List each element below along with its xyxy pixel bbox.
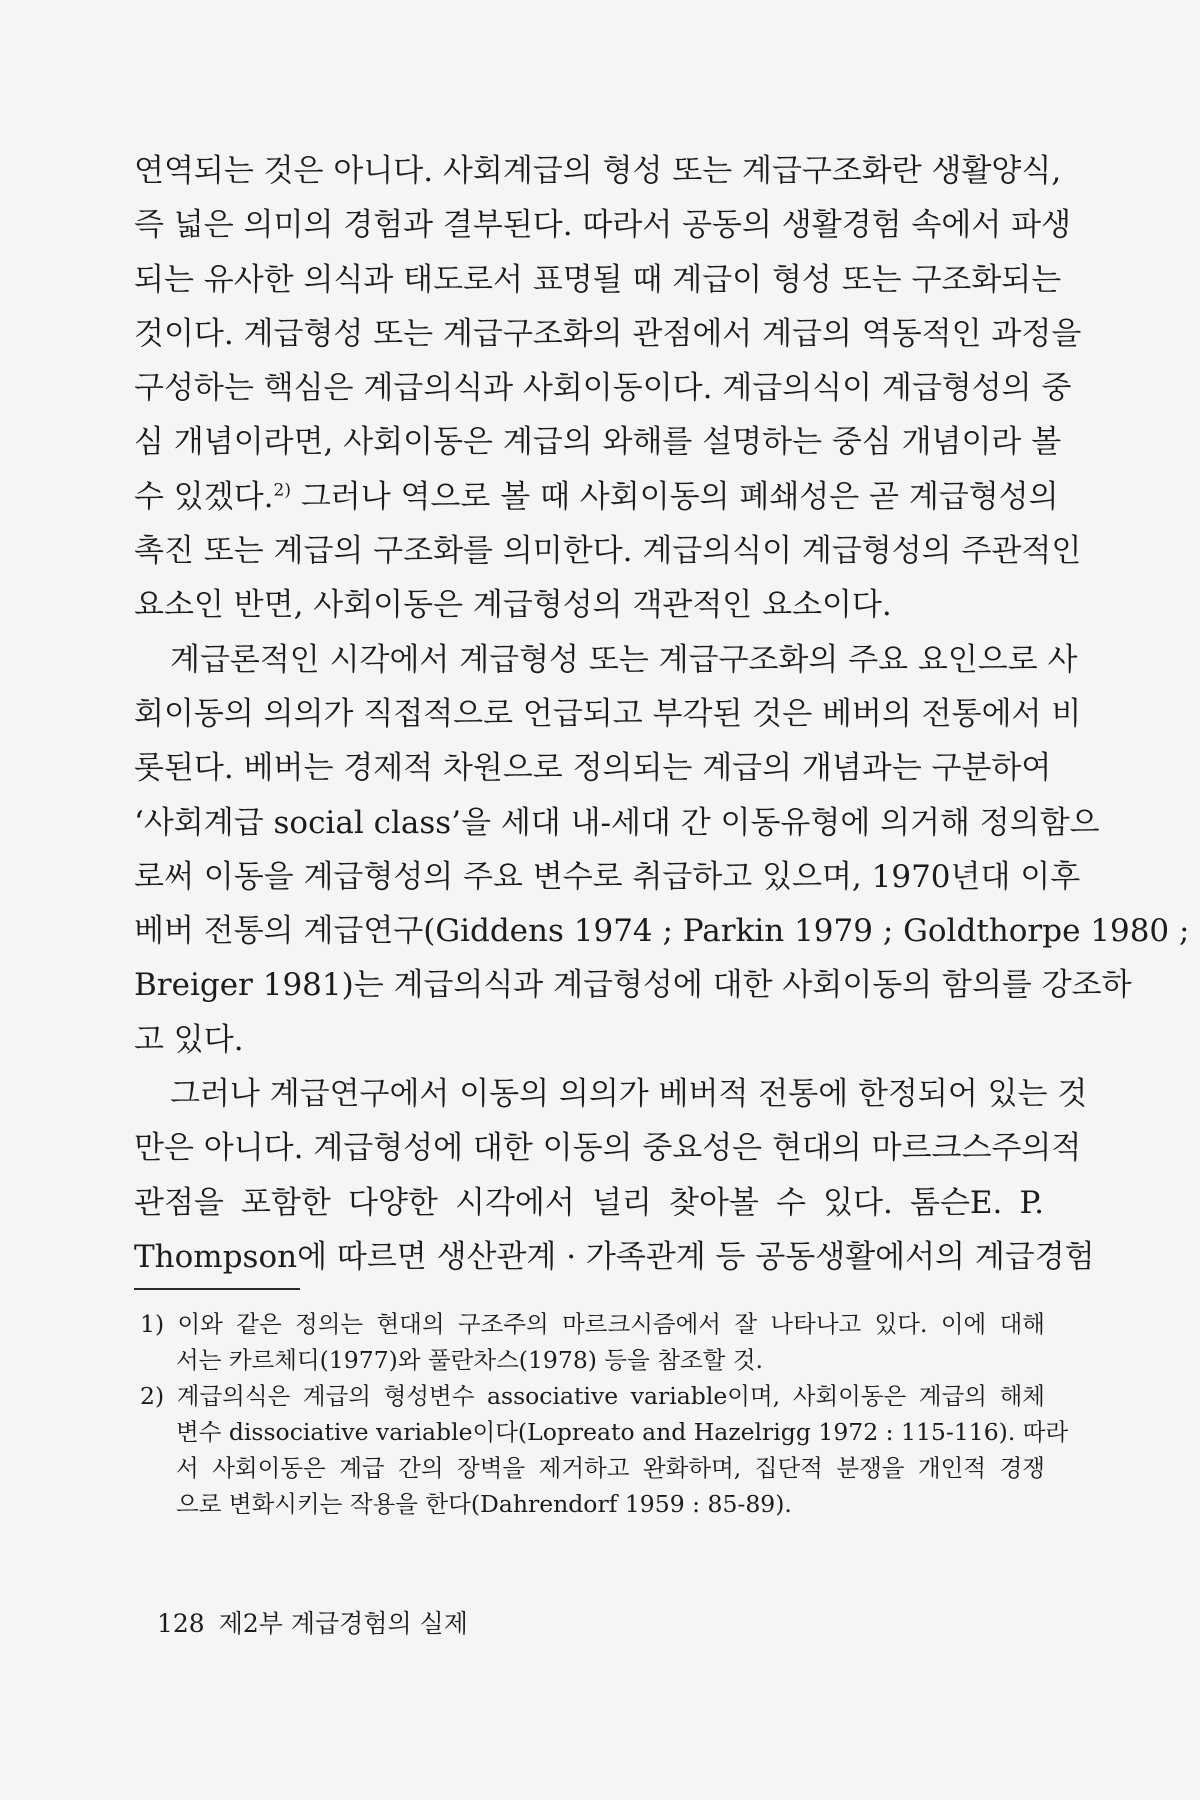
text-line: 요소인 반면, 사회이동은 계급형성의 객관적인 요소이다. — [134, 587, 892, 624]
text-line: ‘사회계급 social class’을 세대 내-세대 간 이동유형에 의거해 정의함으 — [134, 804, 1100, 841]
footnote-divider — [134, 1288, 300, 1290]
text-line: Breiger 1981)는 계급의식과 계급형성에 대한 사회이동의 함의를 강조하 — [134, 967, 1132, 1004]
text-line: 회이동의 의의가 직접적으로 언급되고 부각된 것은 베버의 전통에서 비 — [134, 695, 1082, 732]
text-line: 로써 이동을 계급형성의 주요 변수로 취급하고 있으며, 1970년대 이후 — [134, 858, 1081, 895]
page-number: 128 — [157, 1609, 205, 1638]
text-segment: 그러나 역으로 볼 때 사회이동의 폐쇄성은 곧 계급형성의 — [300, 478, 1059, 515]
text-line: 계급론적인 시각에서 계급형성 또는 계급구조화의 주요 요인으로 사 — [170, 641, 1078, 678]
text-line: 되는 유사한 의식과 태도로서 표명될 때 계급이 형성 또는 구조화되는 — [134, 261, 1062, 298]
text-line: 즉 넓은 의미의 경험과 결부된다. 따라서 공동의 생활경험 속에서 파생 — [134, 207, 1072, 244]
text-line: 고 있다. — [134, 1021, 244, 1058]
text-line: Thompson에 따르면 생산관계 · 가족관계 등 공동생활에서의 계급경험 — [134, 1238, 1095, 1275]
footnotes — [140, 1306, 1069, 1522]
text-line: 관점을 포함한 다양한 시각에서 널리 찾아볼 수 있다. 톰슨E. P. — [134, 1184, 1044, 1221]
footnote-line: 으로 변화시키는 작용을 한다(Dahrendorf 1959 : 85-89). — [176, 1490, 792, 1518]
text-line: 촉진 또는 계급의 구조화를 의미한다. 계급의식이 계급형성의 주관적인 — [134, 533, 1082, 570]
text-line: 것이다. 계급형성 또는 계급구조화의 관점에서 계급의 역동적인 과정을 — [134, 315, 1082, 352]
footnote-line: 1) 이와 같은 정의는 현대의 구조주의 마르크시즘에서 잘 나타나고 있다. 이에 대해 — [140, 1310, 1045, 1338]
footnote-line: 서 사회이동은 계급 간의 장벽을 제거하고 완화하며, 집단적 분쟁을 개인적 경쟁 — [176, 1454, 1045, 1482]
text-line: 연역되는 것은 아니다. 사회계급의 형성 또는 계급구조화란 생활양식, — [134, 153, 1062, 189]
footnote-line: 2) 계급의식은 계급의 형성변수 associative variable이며, 사회이동은 계급의 해체 — [140, 1382, 1045, 1410]
text-line: 롯된다. 베버는 경제적 차원으로 정의되는 계급의 개념과는 구분하여 — [134, 750, 1052, 787]
page-footer — [157, 1604, 468, 1640]
text-segment: 수 있겠다. — [134, 478, 274, 515]
text-line: 구성하는 핵심은 계급의식과 사회이동이다. 계급의식이 계급형성의 중 — [134, 370, 1072, 407]
footnote-line: 변수 dissociative variable이다(Lopreato and Hazelrigg 1972 : 115-116). 따라 — [176, 1418, 1069, 1446]
footnote-reference: 2) — [273, 480, 291, 501]
text-line: 만은 아니다. 계급형성에 대한 이동의 중요성은 현대의 마르크스주의적 — [134, 1130, 1082, 1167]
running-title: 제2부 계급경험의 실제 — [218, 1609, 468, 1638]
text-line: 베버 전통의 계급연구(Giddens 1974 ; Parkin 1979 ; Goldthorpe 1980 ; — [134, 913, 1190, 950]
text-line — [134, 470, 1059, 524]
text-line: 심 개념이라면, 사회이동은 계급의 와해를 설명하는 중심 개념이라 볼 — [134, 424, 1062, 461]
body-text — [134, 144, 1190, 1284]
footnote-line: 서는 카르체디(1977)와 풀란차스(1978) 등을 참조할 것. — [176, 1346, 764, 1374]
text-line: 그러나 계급연구에서 이동의 의의가 베버적 전통에 한정되어 있는 것 — [170, 1076, 1088, 1113]
